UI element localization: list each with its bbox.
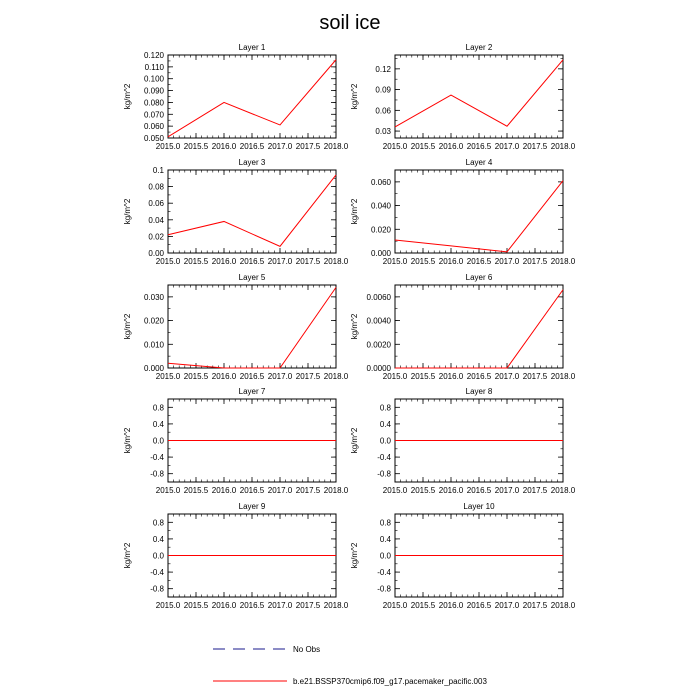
y-tick-label: 0.030	[143, 292, 164, 302]
x-tick-label: 2016.5	[466, 486, 492, 495]
x-tick-label: 2017.0	[494, 372, 520, 381]
x-tick-label: 2015.0	[155, 486, 181, 495]
y-tick-label: 0.4	[379, 534, 391, 544]
y-tick-label: 0.02	[148, 232, 164, 242]
y-tick-label: 0.12	[375, 64, 391, 74]
y-axis-label: kg/m^2	[350, 313, 359, 340]
panel-8	[350, 387, 576, 495]
panel-title: Layer 1	[238, 43, 266, 52]
x-tick-label: 2016.0	[438, 486, 464, 495]
x-tick-label: 2018.0	[550, 372, 576, 381]
panel-10	[350, 502, 576, 610]
y-tick-label: 0.00	[148, 249, 164, 258]
y-tick-label: -0.8	[377, 584, 391, 594]
x-tick-label: 2016.0	[211, 142, 237, 151]
y-tick-label: -0.4	[377, 453, 391, 463]
y-tick-label: 0.06	[148, 199, 164, 209]
x-tick-label: 2015.0	[382, 486, 408, 495]
panel-7	[123, 387, 349, 495]
x-tick-label: 2015.5	[410, 486, 436, 495]
panel-6	[350, 273, 576, 381]
y-tick-label: 0.1	[152, 166, 164, 175]
x-tick-label: 2016.5	[466, 601, 492, 610]
panel-title: Layer 10	[463, 502, 495, 511]
x-tick-label: 2016.0	[211, 601, 237, 610]
x-tick-label: 2018.0	[550, 142, 576, 151]
y-tick-label: 0.070	[143, 110, 164, 120]
y-tick-label: 0.8	[152, 518, 164, 528]
panel-3	[123, 158, 349, 266]
y-tick-label: 0.080	[143, 98, 164, 108]
x-tick-label: 2017.5	[295, 372, 321, 381]
y-tick-label: 0.03	[375, 127, 391, 137]
y-tick-label: 0.020	[370, 225, 391, 235]
x-tick-label: 2016.5	[239, 486, 265, 495]
y-tick-label: 0.8	[379, 403, 391, 413]
plot-frame	[395, 55, 563, 138]
x-tick-label: 2016.5	[466, 372, 492, 381]
series-line	[395, 181, 563, 252]
series-line	[395, 290, 563, 368]
x-tick-label: 2017.5	[295, 601, 321, 610]
y-tick-label: -0.8	[150, 469, 164, 479]
x-tick-label: 2016.0	[438, 601, 464, 610]
x-tick-label: 2018.0	[550, 257, 576, 266]
series-line	[168, 287, 336, 368]
y-tick-label: -0.4	[377, 568, 391, 578]
panel-title: Layer 4	[465, 158, 493, 167]
legend-label-model-run: b.e21.BSSP370cmip6.f09_g17.pacemaker_pacific.003	[293, 677, 487, 686]
x-tick-label: 2016.0	[438, 372, 464, 381]
plot-frame	[395, 285, 563, 368]
x-tick-label: 2017.0	[267, 372, 293, 381]
y-tick-label: 0.8	[379, 518, 391, 528]
x-tick-label: 2015.0	[382, 601, 408, 610]
y-axis-label: kg/m^2	[350, 198, 359, 225]
x-tick-label: 2016.5	[239, 142, 265, 151]
y-tick-label: 0.040	[370, 201, 391, 211]
y-axis-label: kg/m^2	[123, 427, 132, 454]
y-tick-label: -0.4	[150, 453, 164, 463]
y-tick-label: 0.0	[379, 436, 391, 446]
x-tick-label: 2015.5	[183, 372, 209, 381]
y-tick-label: 0.0060	[366, 292, 391, 302]
legend-label-no-obs: No Obs	[293, 645, 321, 654]
x-tick-label: 2016.0	[438, 142, 464, 151]
x-tick-label: 2017.5	[522, 372, 548, 381]
y-axis-label: kg/m^2	[123, 83, 132, 110]
x-tick-label: 2016.5	[239, 257, 265, 266]
x-tick-label: 2017.5	[522, 257, 548, 266]
y-tick-label: -0.4	[150, 568, 164, 578]
x-tick-label: 2018.0	[323, 601, 349, 610]
panel-title: Layer 3	[238, 158, 266, 167]
x-tick-label: 2017.0	[267, 142, 293, 151]
x-tick-label: 2016.5	[466, 142, 492, 151]
y-tick-label: 0.0020	[366, 340, 391, 350]
y-tick-label: 0.110	[144, 62, 164, 72]
x-tick-label: 2016.5	[239, 601, 265, 610]
y-tick-label: 0.06	[375, 106, 391, 116]
panel-5	[123, 273, 349, 381]
y-tick-label: 0.050	[143, 134, 164, 143]
panel-1	[123, 43, 349, 151]
y-axis-label: kg/m^2	[123, 542, 132, 569]
y-axis-label: kg/m^2	[350, 542, 359, 569]
panel-title: Layer 8	[465, 387, 493, 396]
series-line	[168, 60, 336, 137]
y-tick-label: 0.000	[370, 249, 391, 258]
x-tick-label: 2017.0	[494, 257, 520, 266]
x-tick-label: 2015.0	[382, 142, 408, 151]
y-tick-label: 0.090	[143, 86, 164, 96]
series-line	[395, 60, 563, 127]
y-axis-label: kg/m^2	[350, 427, 359, 454]
y-tick-label: 0.0	[379, 551, 391, 561]
x-tick-label: 2017.0	[494, 601, 520, 610]
panel-9	[123, 502, 349, 610]
y-tick-label: 0.010	[143, 340, 164, 350]
y-axis-label: kg/m^2	[123, 198, 132, 225]
panel-title: Layer 5	[238, 273, 266, 282]
y-tick-label: 0.09	[375, 85, 391, 95]
y-tick-label: 0.0040	[366, 316, 391, 326]
x-tick-label: 2015.5	[410, 372, 436, 381]
y-tick-label: 0.100	[143, 74, 164, 84]
x-tick-label: 2018.0	[550, 486, 576, 495]
x-tick-label: 2015.5	[183, 601, 209, 610]
x-tick-label: 2015.5	[183, 257, 209, 266]
x-tick-label: 2015.0	[382, 372, 408, 381]
panel-title: Layer 6	[465, 273, 493, 282]
y-axis-label: kg/m^2	[350, 83, 359, 110]
x-tick-label: 2018.0	[323, 486, 349, 495]
x-tick-label: 2015.5	[183, 486, 209, 495]
y-tick-label: 0.8	[152, 403, 164, 413]
x-tick-label: 2015.0	[382, 257, 408, 266]
panels-group	[123, 43, 576, 610]
x-tick-label: 2016.5	[466, 257, 492, 266]
x-tick-label: 2017.0	[267, 601, 293, 610]
panel-title: Layer 2	[465, 43, 493, 52]
y-tick-label: 0.0000	[366, 364, 391, 373]
x-tick-label: 2016.0	[211, 372, 237, 381]
panel-title: Layer 7	[238, 387, 266, 396]
legend	[213, 645, 487, 686]
x-tick-label: 2017.5	[295, 257, 321, 266]
y-tick-label: 0.4	[152, 534, 164, 544]
x-tick-label: 2015.5	[410, 257, 436, 266]
y-tick-label: 0.020	[143, 316, 164, 326]
y-axis-label: kg/m^2	[123, 313, 132, 340]
x-tick-label: 2017.0	[267, 257, 293, 266]
x-tick-label: 2016.0	[438, 257, 464, 266]
x-tick-label: 2015.0	[155, 372, 181, 381]
y-tick-label: 0.120	[143, 51, 164, 60]
x-tick-label: 2015.5	[410, 142, 436, 151]
chart-title: soil ice	[319, 12, 381, 34]
y-tick-label: 0.08	[148, 182, 164, 192]
x-tick-label: 2015.0	[155, 601, 181, 610]
y-tick-label: 0.4	[152, 419, 164, 429]
y-tick-label: 0.060	[370, 177, 391, 187]
panel-2	[350, 43, 576, 151]
y-tick-label: -0.8	[377, 469, 391, 479]
panel-title: Layer 9	[238, 502, 266, 511]
x-tick-label: 2017.5	[295, 142, 321, 151]
x-tick-label: 2018.0	[323, 372, 349, 381]
x-tick-label: 2017.0	[494, 486, 520, 495]
panel-4	[350, 158, 576, 266]
plot-frame	[168, 170, 336, 253]
y-tick-label: 0.060	[143, 122, 164, 132]
series-line	[168, 175, 336, 246]
x-tick-label: 2018.0	[323, 257, 349, 266]
plot-frame	[395, 170, 563, 253]
x-tick-label: 2017.5	[522, 142, 548, 151]
x-tick-label: 2017.0	[267, 486, 293, 495]
x-tick-label: 2016.5	[239, 372, 265, 381]
x-tick-label: 2018.0	[550, 601, 576, 610]
y-tick-label: 0.0	[152, 551, 164, 561]
x-tick-label: 2018.0	[323, 142, 349, 151]
x-tick-label: 2015.5	[410, 601, 436, 610]
plot-frame	[168, 285, 336, 368]
y-tick-label: 0.000	[143, 364, 164, 373]
y-tick-label: -0.8	[150, 584, 164, 594]
y-tick-label: 0.0	[152, 436, 164, 446]
x-tick-label: 2016.0	[211, 486, 237, 495]
x-tick-label: 2017.5	[295, 486, 321, 495]
y-tick-label: 0.4	[379, 419, 391, 429]
x-tick-label: 2015.0	[155, 257, 181, 266]
plot-frame	[168, 55, 336, 138]
x-tick-label: 2017.5	[522, 486, 548, 495]
x-tick-label: 2015.5	[183, 142, 209, 151]
y-tick-label: 0.04	[148, 215, 164, 225]
x-tick-label: 2017.5	[522, 601, 548, 610]
x-tick-label: 2015.0	[155, 142, 181, 151]
x-tick-label: 2017.0	[494, 142, 520, 151]
x-tick-label: 2016.0	[211, 257, 237, 266]
